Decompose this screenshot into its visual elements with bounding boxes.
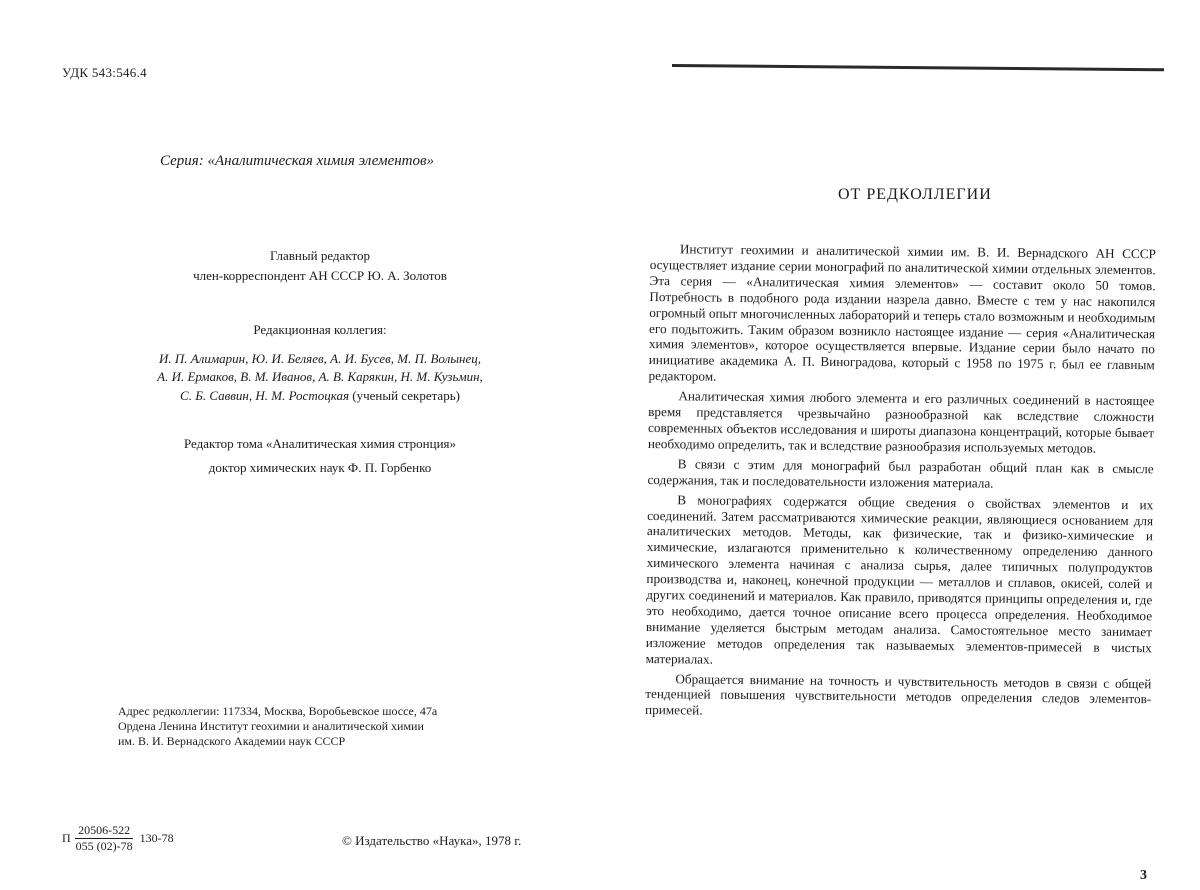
volume-editor-person: доктор химических наук Ф. П. Горбенко — [208, 460, 432, 475]
editor-in-chief-block — [60, 246, 580, 286]
index-suffix: 130-78 — [139, 831, 174, 845]
paragraph: Институт геохимии и аналитической химии им. В. И. Вернадского АН СССР осуществляет издание серии монографий по аналитической химии отдельных элементов. Эта серия — «Аналитическая химия элементов» — составит около 50 томов. Потребность в подобного рода издании назрела давно. Вместе с тем у нас накопился огромный опыт многочисленных лабораторий и теперь стало возможным и необходимым его подытожить. Таким образом возникло настоящее издание — серия «Аналитическая химия элементов», которое осуществляется впервые. Издание серии было начато по инициативе академика А. П. Виноградова, который с 1958 по 1975 г. был ее главным редактором. — [648, 241, 1156, 384]
index-denominator: 055 (02)-78 — [75, 839, 133, 853]
volume-editor-title: Редактор тома «Аналитическая химия стронция» — [183, 436, 457, 451]
page-number: 3 — [1140, 868, 1147, 883]
editorial-board — [60, 321, 580, 405]
editorial-address — [118, 704, 437, 749]
paragraph: Обращается внимание на точность и чувствительность методов в связи с общей тенденцией повышения чувствительности методов определения следов элементов-примесей. — [645, 670, 1152, 718]
udk-code: УДК 543:546.4 — [62, 65, 147, 80]
secretary-note: (ученый секретарь) — [349, 387, 460, 403]
index-prefix: П — [62, 831, 71, 845]
volume-editor-block — [60, 432, 580, 480]
board-member-names: С. Б. Саввин, Н. М. Ростоцкая — [180, 387, 350, 403]
section-heading: ОТ РЕДКОЛЛЕГИИ — [838, 186, 992, 203]
editorial-board-header: Редакционная коллегия: — [253, 322, 387, 337]
address-line: Ордена Ленина Институт геохимии и аналитической химии — [118, 719, 424, 733]
series-title: Серия: «Аналитическая химия элементов» — [160, 153, 435, 169]
address-line: Адрес редколлегии: 117334, Москва, Воробьевское шоссе, 47а — [118, 704, 438, 718]
copyright-notice: © Издательство «Наука», 1978 г. — [342, 833, 522, 848]
index-fraction — [73, 823, 136, 854]
editor-in-chief-person: член-корреспондент АН СССР Ю. А. Золотов — [193, 268, 447, 283]
preface-text — [645, 241, 1156, 728]
board-member-line: А. И. Ермаков, В. М. Иванов, А. В. Карякин, Н. М. Кузьмин, — [157, 369, 483, 384]
paragraph: В связи с этим для монографий был разработан общий план как в смысле содержания, так и последовательности изложения материала. — [647, 456, 1154, 491]
index-numerator: 20506-522 — [75, 823, 133, 839]
board-member-line — [60, 387, 580, 406]
paragraph: Аналитическая химия любого элемента и его различных соединений в настоящее время представляется чрезвычайно разнообразной как вследствие сложности современных объектов исследования и широты диапазона концентраций, которые бывает необходимо определить, так и вследствие разнообразия используемых методов. — [647, 388, 1155, 456]
paragraph: В монографиях содержатся общие сведения о свойствах элементов и их соединений. Затем рассматриваются химические реакции, являющиеся основанием для аналитических методов. Методы, как физические, так и физико-химические и химические, излагаются применительно к количественному определению данного химического элемента начиная с анализа сырья, далее типичных полупродуктов производства и, наконец, конечной продукции — металлов и сплавов, окисей, солей и других соединений и материалов. Как правило, приводятся принципы определения и, где это необходимо, дается точное описание всего процесса определения. Необходимое внимание уделяется быстрым методам анализа. Самостоятельное место занимает изложение методов определения так называемых элементов-примесей в чистых материалах. — [645, 491, 1154, 667]
publication-index — [62, 823, 174, 854]
editor-in-chief-title: Главный редактор — [270, 248, 370, 263]
board-member-line: И. П. Алимарин, Ю. И. Беляев, А. И. Бусев, М. П. Волынец, — [158, 350, 482, 366]
address-line: им. В. И. Вернадского Академии наук СССР — [118, 734, 346, 748]
